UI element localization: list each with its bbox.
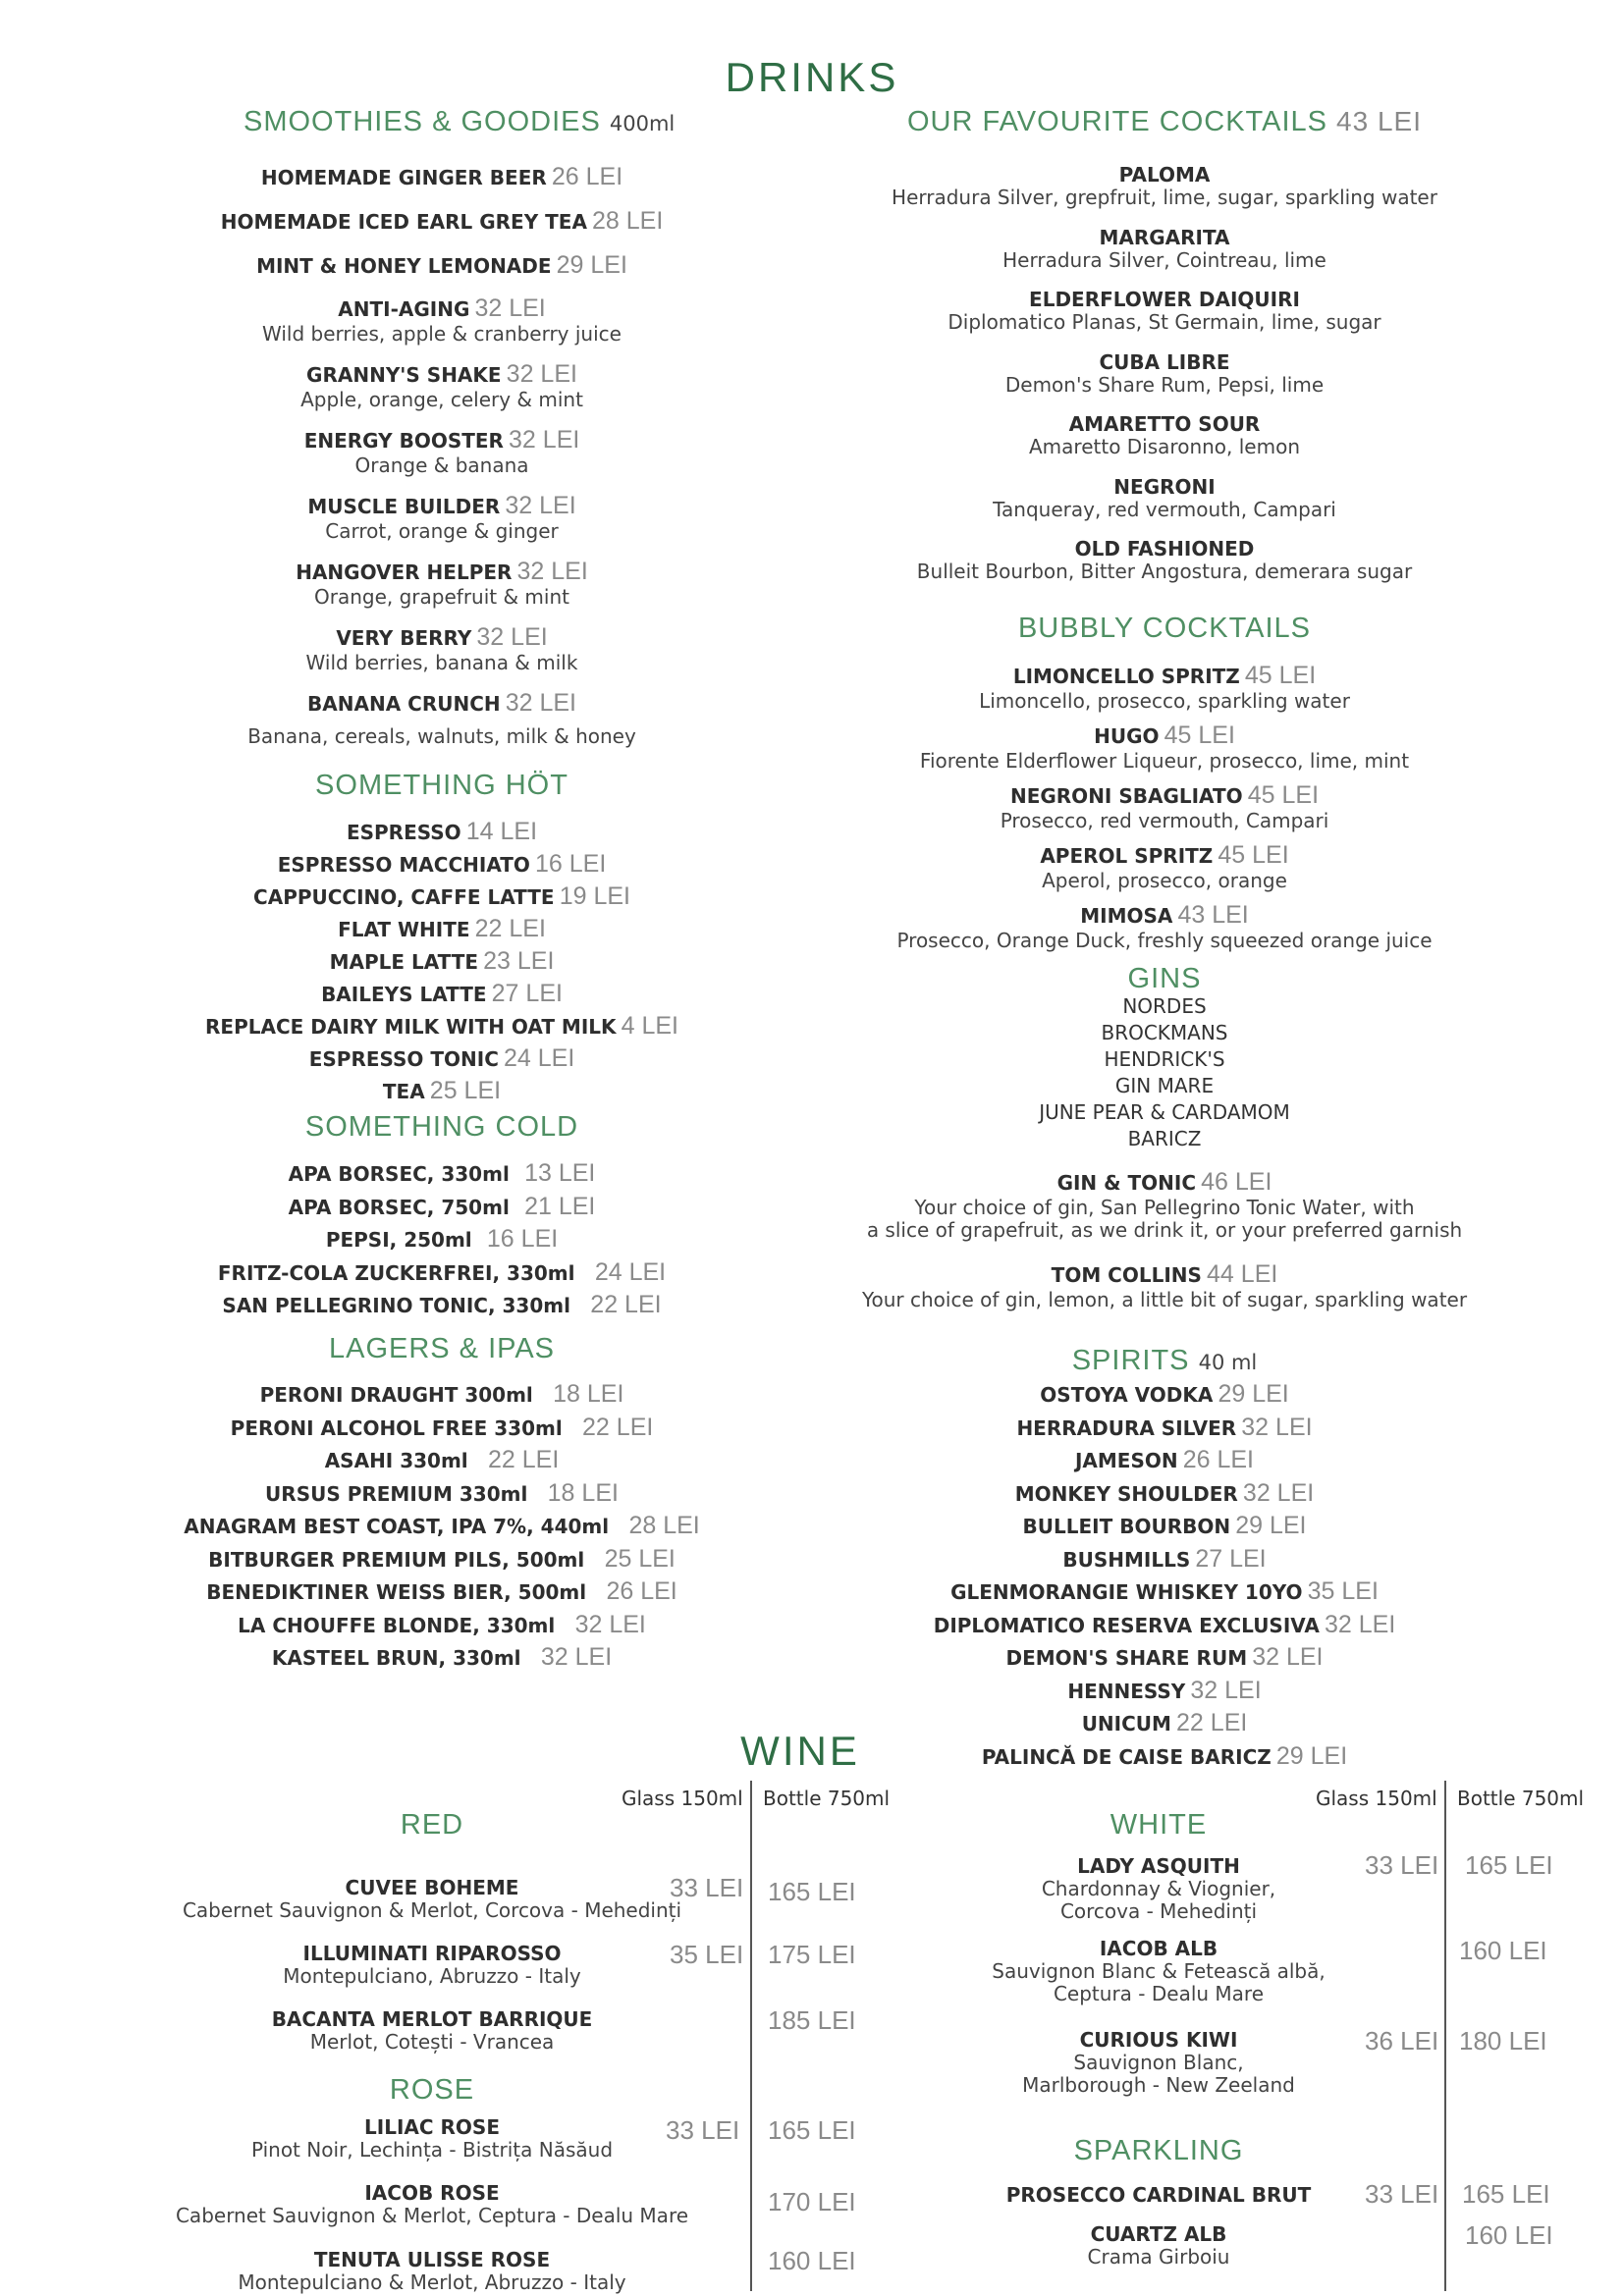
item-desc: Banana, cereals, walnuts, milk & honey bbox=[247, 724, 636, 748]
list-item bbox=[821, 841, 1508, 901]
gin-item: BROCKMANS bbox=[1101, 1021, 1228, 1044]
white-title: WHITE bbox=[1110, 1809, 1208, 1841]
wine-name: CUARTZ ALB bbox=[1090, 2222, 1227, 2246]
red-glass-header: Glass 150ml bbox=[622, 1787, 743, 1810]
item-name: APA BORSEC, 330ml bbox=[288, 1162, 510, 1186]
item-name: KASTEEL BRUN, 330ml bbox=[271, 1646, 521, 1670]
item-name: MINT & HONEY LEMONADE bbox=[256, 254, 552, 278]
list-item bbox=[147, 1544, 736, 1577]
item-name: HENNESSY bbox=[1067, 1679, 1186, 1703]
item-price: 16 LEI bbox=[534, 850, 607, 878]
item-name: MAPLE LATTE bbox=[329, 950, 479, 974]
wine-title: WINE bbox=[740, 1728, 860, 1774]
item-price: 43 LEI bbox=[1177, 901, 1249, 929]
list-item bbox=[821, 412, 1508, 475]
smoothies-title bbox=[244, 106, 675, 138]
item-name: TOM COLLINS bbox=[1051, 1263, 1202, 1287]
list-item bbox=[147, 492, 736, 558]
item-name: ESPRESSO MACCHIATO bbox=[277, 853, 530, 877]
item-price: 23 LEI bbox=[483, 947, 555, 975]
list-item bbox=[147, 294, 736, 360]
item-price: 22 LEI bbox=[590, 1291, 662, 1318]
item-price: 22 LEI bbox=[582, 1413, 654, 1441]
item-price: 24 LEI bbox=[594, 1257, 667, 1286]
wine-row bbox=[962, 2222, 1355, 2269]
list-item bbox=[821, 350, 1508, 413]
item-desc: Diplomatico Planas, St Germain, lime, sugar bbox=[947, 310, 1381, 334]
list-item bbox=[147, 623, 736, 689]
list-item bbox=[821, 1413, 1508, 1446]
item-price: 27 LEI bbox=[491, 980, 563, 1007]
wine-desc: Crama Girboiu bbox=[1087, 2245, 1230, 2269]
item-name: FRITZ-COLA ZUCKERFREI, 330ml bbox=[217, 1260, 575, 1285]
wine-name: PROSECCO CARDINAL BRUT bbox=[1005, 2183, 1312, 2207]
cocktails-title bbox=[850, 106, 1479, 138]
list-item bbox=[147, 881, 736, 914]
item-desc: Wild berries, banana & milk bbox=[305, 651, 578, 674]
wine-bottle-price: 160 LEI bbox=[768, 2246, 856, 2275]
item-name: PALINCĂ DE CAISE BARICZ bbox=[981, 1744, 1272, 1769]
wine-row bbox=[157, 2115, 707, 2162]
item-price: 22 LEI bbox=[488, 1446, 560, 1473]
item-price: 45 LEI bbox=[1164, 721, 1235, 749]
item-price: 29 LEI bbox=[556, 251, 627, 279]
item-price: 18 LEI bbox=[553, 1380, 624, 1408]
gin-tonic bbox=[821, 1168, 1508, 1242]
list-item bbox=[147, 1043, 736, 1076]
smoothies-unit: 400ml bbox=[609, 112, 676, 135]
list-item bbox=[821, 1642, 1508, 1676]
item-name: JAMESON bbox=[1074, 1449, 1178, 1472]
item-price: 26 LEI bbox=[1182, 1446, 1254, 1473]
wine-bottle-price: 180 LEI bbox=[1459, 2026, 1547, 2056]
item-desc: Prosecco, Orange Duck, freshly squeezed orange juice bbox=[896, 929, 1433, 952]
gins-list bbox=[821, 993, 1508, 1152]
item-price: 32 LEI bbox=[506, 360, 577, 388]
item-name: BANANA CRUNCH bbox=[307, 692, 501, 716]
wine-row bbox=[157, 2181, 707, 2227]
list-item bbox=[821, 288, 1508, 350]
item-name: HUGO bbox=[1094, 724, 1160, 748]
list-item bbox=[147, 207, 736, 251]
wine-bottle-price: 170 LEI bbox=[768, 2187, 856, 2216]
red-column-divider bbox=[750, 1781, 752, 2291]
item-price: 32 LEI bbox=[540, 1643, 613, 1671]
item-price: 32 LEI bbox=[505, 689, 576, 717]
item-price: 32 LEI bbox=[505, 492, 576, 519]
item-name: ESPRESSO TONIC bbox=[308, 1047, 499, 1071]
item-price: 35 LEI bbox=[1307, 1577, 1379, 1605]
list-item bbox=[147, 979, 736, 1011]
sparkling-title: SPARKLING bbox=[1073, 2135, 1244, 2166]
wine-glass-price: 36 LEI bbox=[1365, 2026, 1439, 2056]
bubbly-title: BUBBLY COCKTAILS bbox=[1017, 613, 1312, 644]
item-price: 22 LEI bbox=[1176, 1709, 1248, 1736]
item-desc: Herradura Silver, grepfruit, lime, sugar, sparkling water bbox=[892, 186, 1437, 209]
item-name: PALOMA bbox=[1118, 163, 1211, 187]
item-price: 26 LEI bbox=[606, 1577, 677, 1605]
item-name: PERONI ALCOHOL FREE 330ml bbox=[230, 1415, 563, 1440]
item-price: 24 LEI bbox=[503, 1044, 575, 1072]
item-desc: Orange, grapefruit & mint bbox=[314, 585, 569, 609]
wine-bottle-price: 165 LEI bbox=[1462, 2179, 1550, 2209]
list-item bbox=[147, 1576, 736, 1610]
wine-glass-price: 35 LEI bbox=[670, 1940, 744, 1969]
item-name: GRANNY'S SHAKE bbox=[306, 363, 502, 387]
wine-desc: Corcova - Mehedinți bbox=[1059, 1899, 1258, 1923]
wine-row bbox=[157, 2007, 707, 2054]
item-name: ANTI-AGING bbox=[338, 297, 470, 321]
rose-title: ROSE bbox=[389, 2074, 475, 2106]
item-name: FLAT WHITE bbox=[338, 918, 470, 941]
item-price: 28 LEI bbox=[628, 1512, 700, 1539]
item-name: DEMON'S SHARE RUM bbox=[1005, 1646, 1248, 1670]
item-price: 22 LEI bbox=[474, 915, 546, 942]
item-name: LIMONCELLO SPRITZ bbox=[1012, 665, 1240, 688]
item-price: 25 LEI bbox=[604, 1544, 676, 1573]
item-desc: Bulleit Bourbon, Bitter Angostura, demerara sugar bbox=[916, 560, 1413, 583]
white-bottle-header: Bottle 750ml bbox=[1457, 1787, 1585, 1810]
item-name: CAPPUCCINO, CAFFE LATTE bbox=[253, 885, 555, 909]
list-item bbox=[147, 163, 736, 207]
item-desc: Apple, orange, celery & mint bbox=[300, 388, 583, 411]
item-desc: Your choice of gin, lemon, a little bit of sugar, sparkling water bbox=[861, 1288, 1468, 1311]
wine-name: TENUTA ULISSE ROSE bbox=[313, 2248, 551, 2271]
item-price: 32 LEI bbox=[1242, 1478, 1315, 1507]
smoothies-title-text: SMOOTHIES & GOODIES bbox=[244, 106, 601, 137]
spirits-list bbox=[821, 1379, 1508, 1774]
list-item bbox=[147, 817, 736, 849]
wine-desc: Sauvignon Blanc & Fetească albă, bbox=[992, 1959, 1326, 1983]
item-name: ESPRESSO bbox=[346, 821, 461, 844]
spirits-title-text: SPIRITS bbox=[1071, 1345, 1190, 1376]
item-name: GLENMORANGIE WHISKEY 10YO bbox=[950, 1580, 1303, 1604]
item-name: ASAHI 330ml bbox=[324, 1449, 468, 1472]
item-name: AMARETTO SOUR bbox=[1068, 412, 1261, 436]
item-price: 26 LEI bbox=[551, 163, 623, 190]
list-item bbox=[147, 914, 736, 946]
list-item bbox=[147, 1011, 736, 1043]
item-desc: Orange & banana bbox=[354, 454, 529, 477]
bubbly-list bbox=[821, 662, 1508, 961]
list-item bbox=[147, 1158, 736, 1192]
list-item bbox=[821, 1445, 1508, 1478]
list-item bbox=[821, 662, 1508, 721]
item-name: MIMOSA bbox=[1080, 904, 1173, 928]
gin-item: NORDES bbox=[1122, 994, 1207, 1018]
wine-bottle-price: 165 LEI bbox=[1465, 1850, 1553, 1880]
item-price: 14 LEI bbox=[465, 818, 538, 845]
item-name: MARGARITA bbox=[1099, 225, 1230, 249]
wine-name: ILLUMINATI RIPAROSSO bbox=[302, 1942, 562, 1965]
wine-desc: Chardonnay & Viognier, bbox=[1041, 1877, 1276, 1900]
wine-name: BACANTA MERLOT BARRIQUE bbox=[271, 2007, 593, 2031]
item-price: 25 LEI bbox=[429, 1077, 502, 1104]
item-name: CUBA LIBRE bbox=[1099, 349, 1230, 374]
item-name: OSTOYA VODKA bbox=[1040, 1383, 1214, 1407]
cold-list bbox=[147, 1158, 736, 1323]
item-name: PEPSI, 250ml bbox=[325, 1228, 472, 1252]
item-desc: Amaretto Disaronno, lemon bbox=[1029, 435, 1300, 458]
list-item bbox=[147, 1642, 736, 1676]
white-glass-header: Glass 150ml bbox=[1316, 1787, 1437, 1810]
wine-desc: Sauvignon Blanc, bbox=[1073, 2051, 1244, 2074]
list-item bbox=[147, 1257, 736, 1291]
wine-name: LILIAC ROSE bbox=[364, 2115, 500, 2139]
wine-row bbox=[962, 1854, 1355, 1923]
item-price: 13 LEI bbox=[524, 1159, 596, 1187]
item-price: 32 LEI bbox=[1252, 1643, 1324, 1671]
item-desc: Your choice of gin, San Pellegrino Tonic Water, with bbox=[914, 1196, 1415, 1219]
list-item bbox=[147, 251, 736, 294]
wine-bottle-price: 185 LEI bbox=[768, 2005, 856, 2035]
item-desc: Fiorente Elderflower Liqueur, prosecco, lime, mint bbox=[919, 749, 1410, 773]
wine-bottle-price: 165 LEI bbox=[768, 1877, 856, 1906]
wine-name: LADY ASQUITH bbox=[1077, 1854, 1240, 1878]
cocktails-list bbox=[821, 163, 1508, 600]
item-price: 21 LEI bbox=[524, 1192, 596, 1220]
item-name: APA BORSEC, 750ml bbox=[288, 1195, 510, 1219]
wine-desc: Merlot, Cotești - Vrancea bbox=[309, 2030, 555, 2054]
wine-bottle-price: 160 LEI bbox=[1459, 1936, 1547, 1965]
item-name: NEGRONI SBAGLIATO bbox=[1009, 784, 1243, 808]
item-name: TEA bbox=[382, 1080, 425, 1103]
item-price: 32 LEI bbox=[516, 558, 588, 585]
list-item bbox=[821, 1576, 1508, 1610]
wine-desc: Marlborough - New Zeeland bbox=[1022, 2073, 1295, 2097]
hot-list bbox=[147, 817, 736, 1108]
item-name: HOMEMADE GINGER BEER bbox=[260, 166, 547, 189]
item-price: 45 LEI bbox=[1247, 781, 1320, 809]
item-name: SAN PELLEGRINO TONIC, 330ml bbox=[222, 1294, 570, 1317]
spirits-title bbox=[821, 1345, 1508, 1377]
item-desc: Prosecco, red vermouth, Campari bbox=[1000, 809, 1329, 832]
red-title: RED bbox=[400, 1809, 464, 1841]
list-item bbox=[147, 689, 736, 755]
item-name: URSUS PREMIUM 330ml bbox=[265, 1481, 528, 1506]
list-item bbox=[821, 537, 1508, 600]
wine-name: CUVEE BOHEME bbox=[345, 1876, 519, 1899]
list-item bbox=[147, 946, 736, 979]
list-item bbox=[147, 849, 736, 881]
item-price: 32 LEI bbox=[476, 623, 548, 651]
item-price: 45 LEI bbox=[1244, 662, 1317, 689]
wine-bottle-price: 160 LEI bbox=[1465, 2220, 1553, 2250]
list-item bbox=[821, 1610, 1508, 1643]
cold-title: SOMETHING COLD bbox=[304, 1111, 579, 1143]
list-item bbox=[147, 558, 736, 623]
list-item bbox=[147, 1511, 736, 1544]
item-desc: Demon's Share Rum, Pepsi, lime bbox=[1004, 372, 1325, 397]
wine-row bbox=[962, 2028, 1355, 2097]
item-price: 32 LEI bbox=[1241, 1413, 1313, 1441]
item-desc: Carrot, orange & ginger bbox=[325, 519, 559, 543]
item-name: HOMEMADE ICED EARL GREY TEA bbox=[220, 210, 587, 234]
list-item bbox=[147, 1224, 736, 1257]
list-item bbox=[147, 1478, 736, 1512]
gin-item: HENDRICK'S bbox=[1104, 1047, 1225, 1071]
list-item bbox=[821, 1544, 1508, 1577]
wine-row bbox=[157, 1942, 707, 1988]
item-price: 32 LEI bbox=[574, 1610, 646, 1638]
list-item bbox=[147, 1290, 736, 1323]
wine-desc: Montepulciano & Merlot, Abruzzo - Italy bbox=[238, 2270, 626, 2294]
item-price: 46 LEI bbox=[1201, 1168, 1272, 1196]
item-price: 29 LEI bbox=[1218, 1380, 1289, 1408]
item-desc: Limoncello, prosecco, sparkling water bbox=[979, 689, 1350, 713]
item-name: BITBURGER PREMIUM PILS, 500ml bbox=[208, 1547, 585, 1572]
red-bottle-header: Bottle 750ml bbox=[763, 1787, 891, 1810]
list-item bbox=[821, 1511, 1508, 1544]
spirits-unit: 40 ml bbox=[1198, 1351, 1258, 1374]
list-item bbox=[821, 781, 1508, 841]
list-item bbox=[821, 1676, 1508, 1709]
wine-row bbox=[157, 1876, 707, 1922]
item-name: MUSCLE BUILDER bbox=[307, 495, 501, 518]
item-name: NEGRONI bbox=[1113, 474, 1216, 499]
list-item bbox=[147, 426, 736, 492]
item-name: ANAGRAM BEST COAST, IPA 7%, 440ml bbox=[184, 1515, 610, 1538]
list-item bbox=[147, 1192, 736, 1225]
wine-bottle-price: 165 LEI bbox=[768, 2115, 856, 2145]
list-item bbox=[821, 1478, 1508, 1512]
item-desc: Tanqueray, red vermouth, Campari bbox=[993, 497, 1336, 521]
item-name: VERY BERRY bbox=[336, 626, 472, 650]
item-price: 45 LEI bbox=[1218, 841, 1289, 869]
item-name: UNICUM bbox=[1081, 1712, 1171, 1735]
item-price: 27 LEI bbox=[1195, 1544, 1267, 1573]
gin-item: JUNE PEAR & CARDAMOM bbox=[1039, 1100, 1290, 1124]
item-price: 32 LEI bbox=[474, 294, 546, 322]
item-name: LA CHOUFFE BLONDE, 330ml bbox=[238, 1613, 556, 1637]
item-desc: Herradura Silver, Cointreau, lime bbox=[1002, 247, 1326, 272]
wine-desc: Ceptura - Dealu Mare bbox=[1053, 1982, 1265, 2005]
gin-item: BARICZ bbox=[1127, 1127, 1202, 1150]
item-name: REPLACE DAIRY MILK WITH OAT MILK bbox=[205, 1015, 617, 1039]
smoothies-list bbox=[147, 163, 736, 755]
item-price: 19 LEI bbox=[559, 882, 630, 910]
cocktails-price: 43 LEI bbox=[1336, 106, 1422, 136]
wine-name: IACOB ALB bbox=[1099, 1937, 1218, 1960]
item-name: ENERGY BOOSTER bbox=[303, 429, 504, 453]
wine-name: IACOB ROSE bbox=[364, 2181, 500, 2205]
list-item bbox=[147, 360, 736, 426]
wine-glass-price: 33 LEI bbox=[670, 1873, 744, 1902]
item-name: BUSHMILLS bbox=[1062, 1547, 1191, 1572]
item-name: BENEDIKTINER WEISS BIER, 500ml bbox=[206, 1580, 587, 1604]
wine-desc: Cabernet Sauvignon & Merlot, Corcova - Mehedinți bbox=[182, 1898, 682, 1922]
item-name: ELDERFLOWER DAIQUIRI bbox=[1029, 288, 1300, 311]
wine-desc: Montepulciano, Abruzzo - Italy bbox=[283, 1964, 581, 1988]
list-item bbox=[147, 1610, 736, 1643]
list-item bbox=[821, 226, 1508, 289]
list-item bbox=[821, 475, 1508, 538]
wine-desc: Cabernet Sauvignon & Merlot, Ceptura - Dealu Mare bbox=[175, 2204, 689, 2227]
item-price: 28 LEI bbox=[592, 207, 664, 235]
item-price: 29 LEI bbox=[1275, 1741, 1348, 1770]
item-price: 44 LEI bbox=[1207, 1260, 1278, 1288]
hot-title: SOMETHING HÖT bbox=[315, 770, 568, 801]
item-price: 32 LEI bbox=[1324, 1610, 1396, 1638]
list-item bbox=[147, 1076, 736, 1108]
white-column-divider bbox=[1444, 1781, 1446, 2291]
wine-row bbox=[157, 2248, 707, 2294]
lagers-title: LAGERS & IPAS bbox=[328, 1333, 556, 1364]
list-item bbox=[821, 901, 1508, 961]
wine-name: CURIOUS KIWI bbox=[1079, 2028, 1238, 2052]
list-item bbox=[147, 1379, 736, 1413]
item-price: 32 LEI bbox=[1190, 1676, 1262, 1704]
item-name: DIPLOMATICO RESERVA EXCLUSIVA bbox=[933, 1613, 1320, 1637]
list-item bbox=[147, 1445, 736, 1478]
wine-desc: Pinot Noir, Lechința - Bistrița Năsăud bbox=[250, 2138, 614, 2162]
drinks-title: DRINKS bbox=[725, 54, 899, 100]
wine-bottle-price: 175 LEI bbox=[768, 1940, 856, 1969]
wine-row bbox=[962, 2183, 1355, 2207]
item-price: 4 LEI bbox=[621, 1012, 678, 1040]
item-name: APEROL SPRITZ bbox=[1040, 844, 1214, 868]
cocktails-title-text: OUR FAVOURITE COCKTAILS bbox=[907, 106, 1327, 137]
item-price: 29 LEI bbox=[1235, 1512, 1307, 1539]
lagers-list bbox=[147, 1379, 736, 1676]
item-desc: a slice of grapefruit, as we drink it, or your preferred garnish bbox=[866, 1218, 1463, 1242]
item-name: OLD FASHIONED bbox=[1074, 537, 1255, 561]
list-item bbox=[821, 721, 1508, 781]
list-item bbox=[147, 1413, 736, 1446]
item-name: HANGOVER HELPER bbox=[296, 561, 513, 584]
item-name: HERRADURA SILVER bbox=[1016, 1415, 1237, 1440]
gins-title: GINS bbox=[1127, 963, 1202, 994]
item-price: 18 LEI bbox=[547, 1478, 619, 1507]
item-name: PERONI DRAUGHT 300ml bbox=[259, 1383, 533, 1407]
gin-item: GIN MARE bbox=[1114, 1074, 1215, 1097]
item-desc: Aperol, prosecco, orange bbox=[1042, 869, 1287, 892]
wine-glass-price: 33 LEI bbox=[666, 2115, 740, 2145]
list-item bbox=[821, 163, 1508, 226]
item-price: 16 LEI bbox=[486, 1225, 559, 1253]
list-item bbox=[821, 1379, 1508, 1413]
item-name: MONKEY SHOULDER bbox=[1014, 1481, 1238, 1506]
item-name: BAILEYS LATTE bbox=[321, 983, 487, 1006]
wine-glass-price: 33 LEI bbox=[1365, 2179, 1439, 2209]
item-name: GIN & TONIC bbox=[1056, 1171, 1197, 1195]
tom-collins bbox=[821, 1260, 1508, 1311]
wine-glass-price: 33 LEI bbox=[1365, 1850, 1439, 1880]
item-desc: Wild berries, apple & cranberry juice bbox=[262, 322, 622, 346]
wine-row bbox=[962, 1937, 1355, 2005]
item-name: BULLEIT BOURBON bbox=[1022, 1515, 1231, 1538]
item-price: 32 LEI bbox=[509, 426, 580, 454]
